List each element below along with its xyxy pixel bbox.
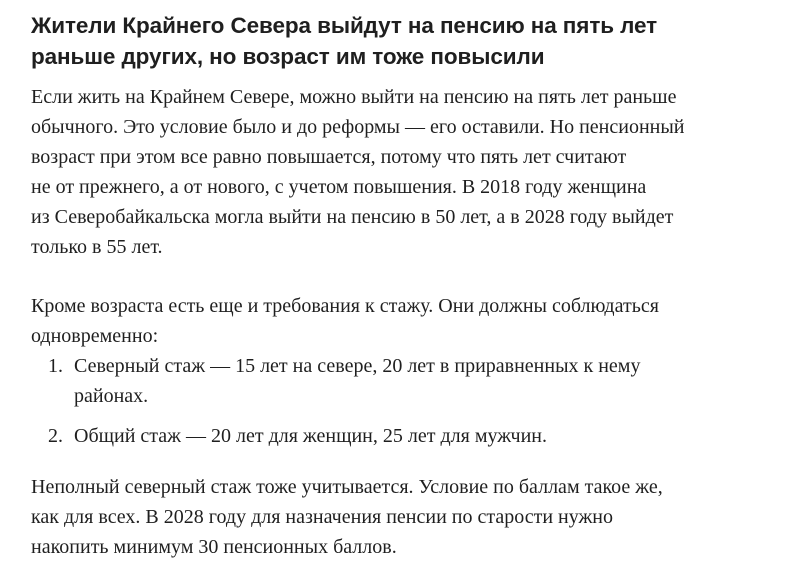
list-item [31,351,771,411]
paragraph-line: из Северобайкальска могла выйти на пенсию в 50 лет, а в 2028 году выйдет [31,206,674,228]
paragraph-line: Неполный северный стаж тоже учитывается. Условие по баллам такое же, [31,476,663,498]
paragraph-line: только в 55 лет. [31,236,163,258]
paragraph-north-retirement [31,82,771,262]
paragraph-line: как для всех. В 2028 году для назначения пенсии по старости нужно [31,506,614,528]
paragraph-line: обычного. Это условие было и до реформы — его оставили. Но пенсионный [31,116,685,138]
article-title [31,10,771,72]
paragraph-line: не от прежнего, а от нового, с учетом повышения. В 2018 году женщина [31,176,647,198]
paragraph-experience-requirements [31,291,771,351]
paragraph-line: Если жить на Крайнем Севере, можно выйти на пенсию на пять лет раньше [31,86,677,108]
paragraph-partial-experience [31,472,771,562]
paragraph-line: накопить минимум 30 пенсионных баллов. [31,536,397,558]
title-line: раньше других, но возраст им тоже повысили [31,44,545,69]
title-line: Жители Крайнего Севера выйдут на пенсию на пять лет [31,13,658,38]
list-item [31,421,771,451]
list-line: Северный стаж — 15 лет на севере, 20 лет в приравненных к нему [74,355,641,377]
paragraph-line: Кроме возраста есть еще и требования к стажу. Они должны соблюдаться [31,295,659,317]
list-number: 2. [48,425,63,447]
list-line: районах. [74,385,149,407]
requirements-list [31,351,771,451]
article [31,10,771,562]
list-number: 1. [48,355,63,377]
paragraph-line: одновременно: [31,325,159,347]
list-line: Общий стаж — 20 лет для женщин, 25 лет для мужчин. [74,425,548,447]
paragraph-line: возраст при этом все равно повышается, потому что пять лет считают [31,146,627,168]
